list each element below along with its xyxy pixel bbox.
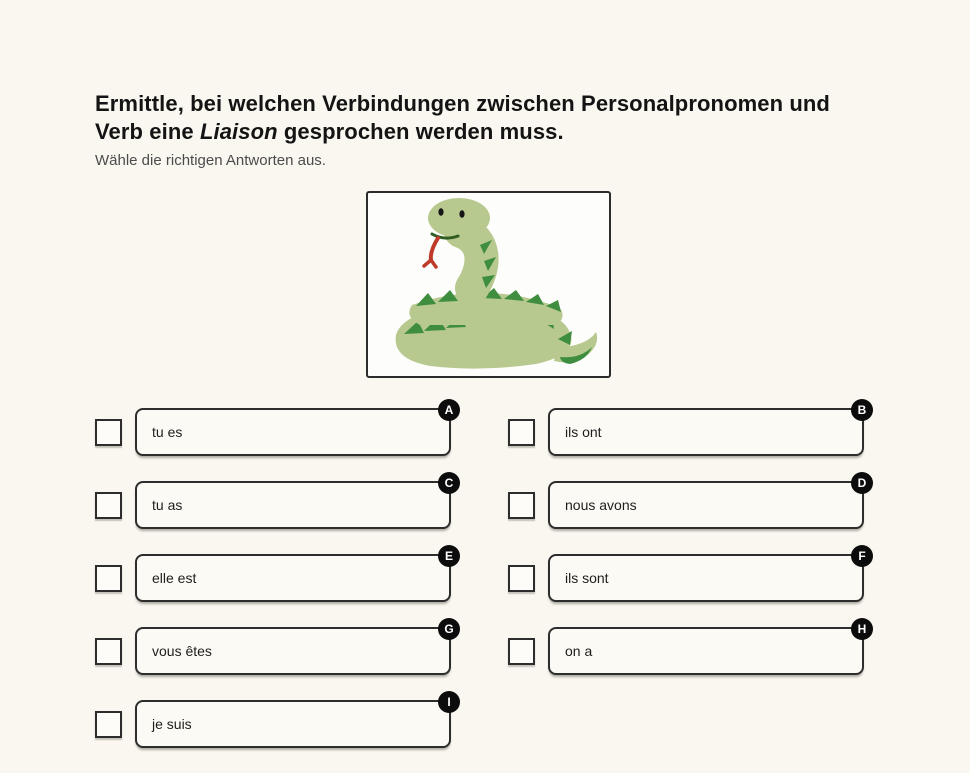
answer-box[interactable] (135, 549, 453, 602)
answer-label: vous êtes (152, 643, 212, 659)
answer-checkbox[interactable] (508, 492, 535, 519)
answer-box[interactable] (548, 622, 867, 675)
answer-checkbox[interactable] (95, 638, 122, 665)
answer-checkbox[interactable] (95, 492, 122, 519)
title-line-2: Verb eine Liaison gesprochen werden muss. (95, 119, 564, 144)
task-instruction: Wähle die richtigen Antworten aus. (95, 152, 326, 169)
answer-label: tu as (152, 497, 183, 513)
answer-box[interactable] (135, 476, 454, 529)
illustration-card (366, 191, 611, 378)
answer-box[interactable] (135, 622, 454, 675)
title-italic-term: Liaison (199, 119, 278, 144)
answer-label: nous avons (565, 497, 637, 513)
answer-box[interactable] (548, 403, 867, 456)
answer-checkbox[interactable] (508, 419, 535, 446)
answer-label: ils sont (565, 570, 609, 586)
answer-checkbox[interactable] (508, 565, 535, 592)
answer-letter-badge: I (438, 691, 460, 713)
answer-letter-badge: E (438, 545, 460, 567)
answer-box[interactable] (548, 549, 866, 602)
answer-checkbox[interactable] (95, 565, 122, 592)
answer-box[interactable] (548, 476, 867, 529)
answer-checkbox[interactable] (95, 711, 122, 738)
answer-checkbox[interactable] (95, 419, 122, 446)
answer-checkbox[interactable] (508, 638, 535, 665)
task-title (95, 90, 905, 146)
answer-letter-badge: B (851, 399, 873, 421)
answer-label: je suis (152, 716, 192, 732)
answer-letter-badge: H (851, 618, 873, 640)
answer-letter-badge: C (438, 472, 460, 494)
answer-label: tu es (152, 424, 183, 440)
answer-box[interactable] (135, 695, 451, 748)
answer-label: on a (565, 643, 593, 659)
title-line-1: Ermittle, bei welchen Verbindungen zwischen Personalpronomen und (95, 91, 830, 116)
answer-letter-badge: D (851, 472, 873, 494)
answer-letter-badge: G (438, 618, 460, 640)
answer-label: elle est (152, 570, 197, 586)
answer-label: ils ont (565, 424, 602, 440)
answer-box[interactable] (135, 403, 454, 456)
answer-letter-badge: A (438, 399, 460, 421)
snake-illustration (368, 193, 609, 376)
answer-letter-badge: F (851, 545, 873, 567)
